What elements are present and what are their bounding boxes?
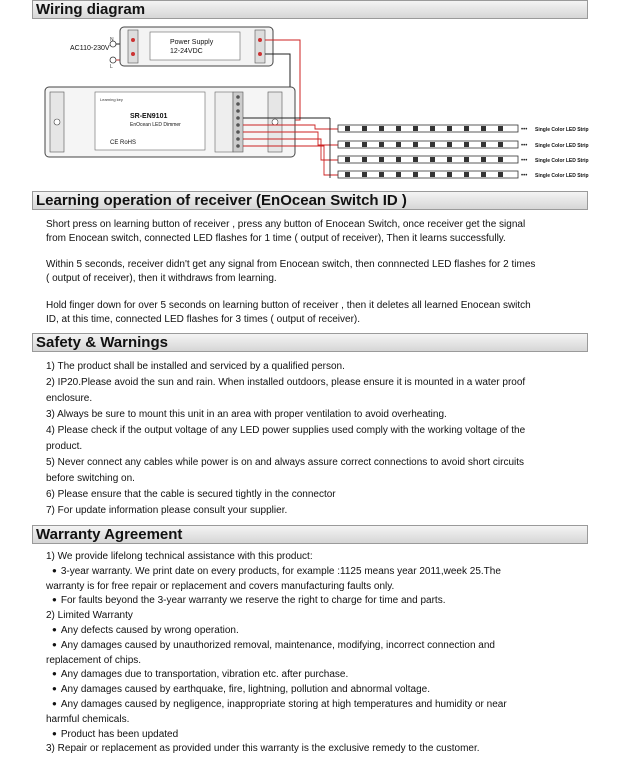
warranty-agreement-header bbox=[32, 525, 588, 544]
safety-warnings-title: Safety & Warnings bbox=[36, 334, 168, 351]
safety-list bbox=[46, 359, 594, 519]
warranty-line: harmful chemicals. bbox=[46, 713, 130, 725]
learning-operation-title: Learning operation of receiver (EnOcean Switch ID ) bbox=[36, 192, 407, 209]
warranty-agreement-title: Warranty Agreement bbox=[36, 526, 183, 543]
led-strip-4-label: Single Color LED Strip bbox=[535, 173, 589, 179]
warranty-line: ● Any defects caused by wrong operation. bbox=[46, 624, 594, 639]
warranty-line: warranty is for free repair or replacement and covers manufacturing faults only. bbox=[46, 580, 395, 592]
terminal-l-label: L bbox=[110, 64, 113, 70]
warranty-list bbox=[46, 550, 594, 757]
learning-p2-line2: ( output of receiver), then it withdraws from learning. bbox=[46, 273, 277, 284]
psu-label-line2: 12-24VDC bbox=[170, 48, 203, 55]
learning-paragraph-1 bbox=[46, 218, 594, 246]
led-strip-2 bbox=[338, 141, 589, 149]
wiring-diagram-header bbox=[32, 0, 588, 19]
svg-text:•••: ••• bbox=[521, 127, 528, 133]
svg-text:•••: ••• bbox=[521, 173, 528, 179]
safety-line: 2) IP20.Please avoid the sun and rain. When installed outdoors, please ensure it is mounted in a water proof bbox=[46, 377, 526, 388]
safety-line: before switching on. bbox=[46, 473, 135, 484]
wiring-diagram-title: Wiring diagram bbox=[36, 1, 146, 18]
led-strip-2-label: Single Color LED Strip bbox=[535, 143, 589, 149]
power-supply bbox=[120, 27, 273, 66]
led-strip-1 bbox=[338, 125, 589, 133]
psu-label-line1: Power Supply bbox=[170, 39, 214, 46]
dimmer-learning-key-label: Learning key bbox=[100, 97, 123, 102]
learning-p2-line1: Within 5 seconds, receiver didn't get any signal from Enocean switch, then connnected LED flashes for 2 times bbox=[46, 259, 536, 270]
led-strip-3-label: Single Color LED Strip bbox=[535, 158, 589, 164]
safety-line: 3) Always be sure to mount this unit in an area with proper ventilation to avoid overheating. bbox=[46, 409, 447, 420]
safety-line: 7) For update information please consult your supplier. bbox=[46, 505, 288, 516]
warranty-line: 1) We provide lifelong technical assistance with this product: bbox=[46, 551, 313, 562]
warranty-line: ● Product has been updated bbox=[46, 728, 594, 743]
warranty-line: 3) Repair or replacement as provided under this warranty is the exclusive remedy to the customer. bbox=[46, 743, 480, 755]
safety-line: 5) Never connect any cables while power is on and always assure correct connections to avoid short circuits bbox=[46, 457, 525, 468]
safety-line: enclosure. bbox=[46, 393, 93, 404]
warranty-line: 2) Limited Warranty bbox=[46, 610, 133, 622]
learning-p1-line2: from Enocean switch, connected LED flashes for 1 time ( output of receiver), Then it learns successfully. bbox=[46, 233, 506, 244]
warranty-line: ● For faults beyond the 3-year warranty we reserve the right to charge for time and parts. bbox=[46, 594, 594, 609]
warranty-line: ● Any damages caused by earthquake, fire, lightning, pollution and abnormal voltage. bbox=[46, 683, 594, 698]
led-strip-4 bbox=[338, 171, 589, 179]
safety-line: product. bbox=[46, 441, 83, 452]
learning-paragraph-2 bbox=[46, 258, 594, 286]
warranty-line: ● Any damages caused by unauthorized removal, maintenance, modifying, incorrect connection and bbox=[46, 639, 594, 654]
warranty-line: ● 3-year warranty. We print date on every products, for example :1125 means year 2011,week 25.The bbox=[46, 565, 594, 580]
ac-input-label: AC110-230V bbox=[70, 45, 110, 52]
safety-warnings-header bbox=[32, 333, 588, 352]
led-dimmer-receiver bbox=[45, 87, 295, 157]
terminal-n-label: N bbox=[110, 37, 114, 43]
safety-line: 6) Please ensure that the cable is secured tightly in the connector bbox=[46, 489, 336, 500]
wiring-diagram bbox=[0, 19, 618, 209]
ce-rohs-mark: CE RoHS bbox=[110, 140, 137, 146]
svg-text:•••: ••• bbox=[521, 143, 528, 149]
warranty-line: ● Any damages caused by negligence, inappropriate storing at high temperatures and humidity or near bbox=[46, 698, 594, 713]
dimmer-name: EnOcean LED Dimmer bbox=[130, 122, 181, 128]
led-strip-3 bbox=[338, 156, 589, 164]
warranty-line: replacement of chips. bbox=[46, 654, 142, 666]
svg-text:•••: ••• bbox=[521, 158, 528, 164]
safety-line: 1) The product shall be installed and serviced by a qualified person. bbox=[46, 361, 345, 372]
learning-operation-header bbox=[32, 191, 588, 210]
warranty-line: ● Any damages due to transportation, vibration etc. after purchase. bbox=[46, 668, 594, 683]
learning-p3-line2: ID, at this time, connected LED flashes for 3 times ( output of receiver). bbox=[46, 314, 361, 325]
dimmer-model: SR-EN9101 bbox=[130, 113, 168, 120]
learning-p3-line1: Hold finger down for over 5 seconds on learning button of receiver , then it deletes all learned Enocean switch bbox=[46, 300, 531, 311]
safety-line: 4) Please check if the output voltage of any LED power supplies used comply with the working voltage of the bbox=[46, 425, 526, 436]
led-strip-1-label: Single Color LED Strip bbox=[535, 127, 589, 133]
learning-paragraph-3 bbox=[46, 299, 594, 327]
learning-p1-line1: Short press on learning button of receiver , press any button of Enocean Switch, once receiver get the signal bbox=[46, 219, 526, 230]
